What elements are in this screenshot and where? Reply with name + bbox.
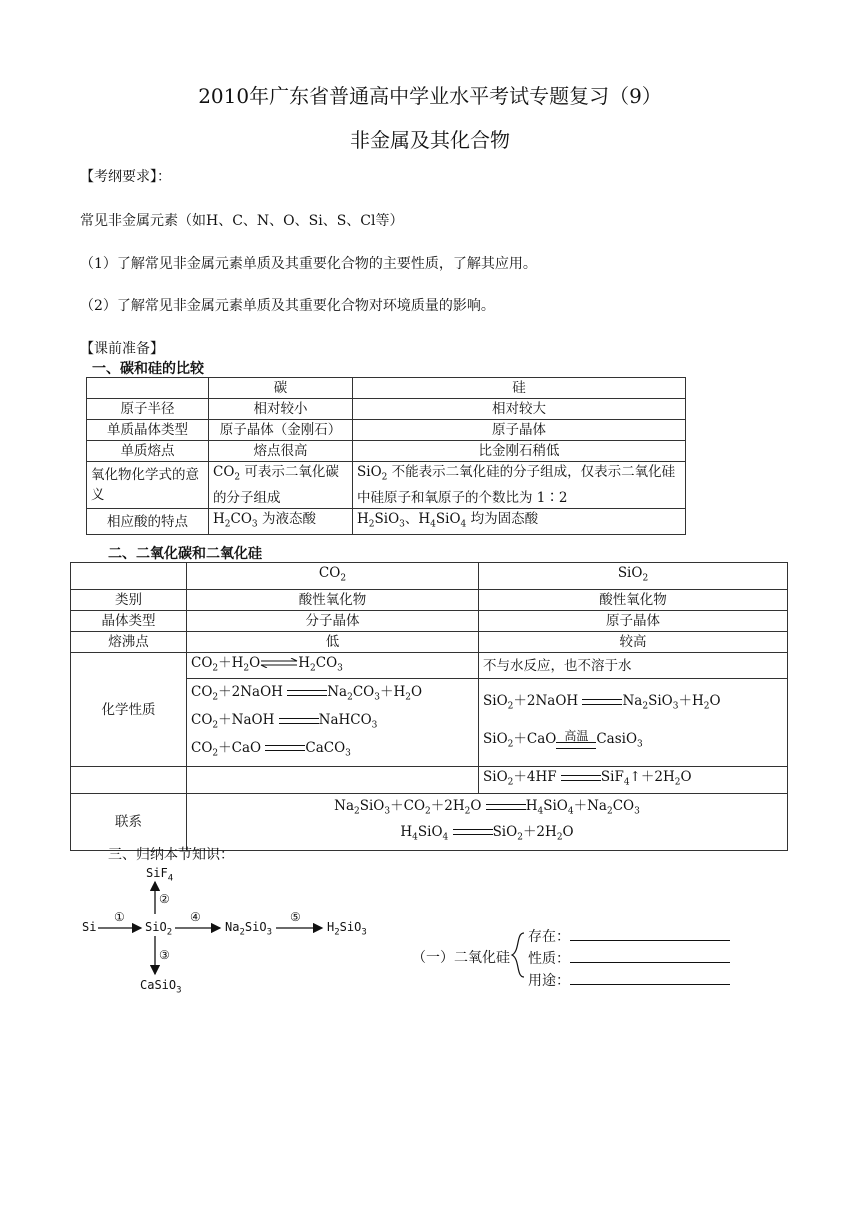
co2-sio2-table bbox=[70, 562, 788, 851]
high-temp-condition: 高温 bbox=[556, 730, 596, 749]
row-label: 熔沸点 bbox=[71, 631, 187, 652]
table-row bbox=[71, 794, 788, 850]
cell-carbon: $H_2CO_3$ 为液态酸 bbox=[209, 508, 353, 535]
row-label: 单质晶体类型 bbox=[87, 420, 209, 441]
table2-heading: 二、二氧化碳和二氧化硅 bbox=[108, 546, 262, 562]
row-label: 类别 bbox=[71, 589, 187, 610]
step-label-1: ① bbox=[114, 910, 125, 924]
node-h2sio3: $H_2SiO_3$ bbox=[327, 920, 367, 938]
cell-co2: 低 bbox=[187, 631, 479, 652]
syllabus-scope: 常见非金属元素（如H、C、N、O、Si、S、Cl等） bbox=[80, 213, 404, 229]
equals-sign-icon bbox=[582, 699, 622, 705]
table-cell bbox=[71, 767, 187, 794]
table-row bbox=[71, 610, 788, 631]
row-label: 氧化物化学式的意义 bbox=[87, 462, 209, 509]
table-row bbox=[71, 767, 788, 794]
cell-sio2: 酸性氧化物 bbox=[479, 589, 788, 610]
reactions-sio2-base: SiO$_2$＋2NaOH $Na_2SiO_3+H_2O$ SiO$_2$＋CaO 高温 CasiO$_3$ bbox=[479, 679, 788, 767]
page-title: 2010年广东省普通高中学业水平考试专题复习（9） bbox=[198, 84, 662, 108]
section3-heading: 三、归纳本节知识： bbox=[108, 847, 234, 863]
syllabus-req-1: （1）了解常见非金属元素单质及其重要化合物的主要性质，了解其应用。 bbox=[80, 256, 537, 272]
row-label: 晶体类型 bbox=[71, 610, 187, 631]
cell-silicon: $H_2SiO_3$、$H_4SiO_4$ 均为固态酸 bbox=[353, 508, 686, 535]
cell-carbon: 相对较小 bbox=[209, 399, 353, 420]
cell-silicon: 比金刚石稍低 bbox=[353, 441, 686, 462]
table-row bbox=[87, 399, 686, 420]
cell-sio2: 原子晶体 bbox=[479, 610, 788, 631]
syllabus-heading: 【考纲要求】： bbox=[80, 169, 171, 185]
node-sif4: SiF$_4$ bbox=[146, 866, 174, 884]
relation-equations: $Na_2SiO_3+CO_2+2H_2O$ $H_4SiO_4+Na_2CO_3$ $H_4SiO_4$ $SiO_2+2H_2O$ bbox=[187, 794, 788, 850]
row-label: 化学性质 bbox=[71, 652, 187, 767]
equals-sign-icon bbox=[287, 690, 327, 696]
step-label-5: ⑤ bbox=[290, 910, 301, 924]
cell-carbon: 熔点很高 bbox=[209, 441, 353, 462]
row-label: 单质熔点 bbox=[87, 441, 209, 462]
table-cell bbox=[187, 767, 479, 794]
equals-sign-icon bbox=[265, 745, 305, 751]
sio2-summary-label: （一）二氧化硅 bbox=[412, 950, 510, 966]
table-row bbox=[87, 420, 686, 441]
reactions-co2-base: $CO_2+2NaOH$ $Na_2CO_3+H_2O$ $CO_2+NaOH$ NaHCO$_3$ $CO_2+CaO$ CaCO$_3$ bbox=[187, 679, 479, 767]
column-header-co2: $CO_2$ bbox=[187, 563, 479, 590]
column-header-sio2: SiO$_2$ bbox=[479, 563, 788, 590]
column-header-carbon: 碳 bbox=[209, 378, 353, 399]
node-casio3: CaSiO$_3$ bbox=[140, 978, 182, 996]
cell-carbon: $CO_2$ 可表示二氧化碳的分子组成 bbox=[209, 462, 353, 509]
node-si: Si bbox=[82, 920, 97, 934]
equals-sign-icon bbox=[279, 718, 319, 724]
equals-sign-icon bbox=[561, 775, 601, 781]
prep-heading: 【课前准备】 bbox=[80, 341, 164, 357]
use-row bbox=[528, 970, 730, 990]
reaction-sio2-water: 不与水反应，也不溶于水 bbox=[479, 652, 788, 679]
reversible-arrow-icon bbox=[260, 658, 298, 668]
step-label-2: ② bbox=[159, 892, 170, 906]
cell-silicon: 原子晶体 bbox=[353, 420, 686, 441]
reaction-co2-water: $CO_2+H_2O$ $H_2CO_3$ bbox=[187, 652, 479, 679]
carbon-silicon-table bbox=[86, 377, 686, 535]
step-label-4: ④ bbox=[190, 910, 201, 924]
page-subtitle: 非金属及其化合物 bbox=[350, 128, 510, 152]
prop-blank[interactable] bbox=[570, 950, 730, 963]
cell-co2: 分子晶体 bbox=[187, 610, 479, 631]
exist-blank[interactable] bbox=[570, 928, 730, 941]
node-sio2: SiO$_2$ bbox=[145, 920, 173, 938]
table-row bbox=[71, 652, 788, 679]
column-header-silicon: 硅 bbox=[353, 378, 686, 399]
table-cell bbox=[87, 378, 209, 399]
node-na2sio3: $Na_2SiO_3$ bbox=[225, 920, 272, 938]
cell-co2: 酸性氧化物 bbox=[187, 589, 479, 610]
table-row bbox=[87, 441, 686, 462]
prop-row bbox=[528, 948, 730, 968]
exist-label: 存在： bbox=[528, 929, 570, 945]
use-label: 用途： bbox=[528, 973, 570, 989]
cell-silicon: SiO$_2$ 不能表示二氧化硅的分子组成，仅表示二氧化硅中硅原子和氧原子的个数比为 1∶2 bbox=[353, 462, 686, 509]
table-cell bbox=[71, 563, 187, 590]
equals-sign-icon bbox=[453, 829, 493, 835]
table-row bbox=[87, 508, 686, 535]
prop-label: 性质： bbox=[528, 951, 570, 967]
table-row bbox=[71, 631, 788, 652]
row-label: 联系 bbox=[71, 794, 187, 850]
cell-carbon: 原子晶体（金刚石） bbox=[209, 420, 353, 441]
equals-sign-icon bbox=[486, 804, 526, 810]
row-label: 原子半径 bbox=[87, 399, 209, 420]
table-row bbox=[71, 589, 788, 610]
table1-heading: 一、碳和硅的比较 bbox=[92, 361, 204, 377]
use-blank[interactable] bbox=[570, 972, 730, 985]
table-row bbox=[87, 462, 686, 509]
exist-row bbox=[528, 926, 730, 946]
row-label: 相应酸的特点 bbox=[87, 508, 209, 535]
cell-silicon: 相对较大 bbox=[353, 399, 686, 420]
cell-sio2: 较高 bbox=[479, 631, 788, 652]
step-label-3: ③ bbox=[159, 948, 170, 962]
syllabus-req-2: （2）了解常见非金属元素单质及其重要化合物对环境质量的影响。 bbox=[80, 298, 495, 314]
reaction-sio2-hf: SiO$_2$＋4HF $SiF_4↑+2H_2O$ bbox=[479, 767, 788, 794]
